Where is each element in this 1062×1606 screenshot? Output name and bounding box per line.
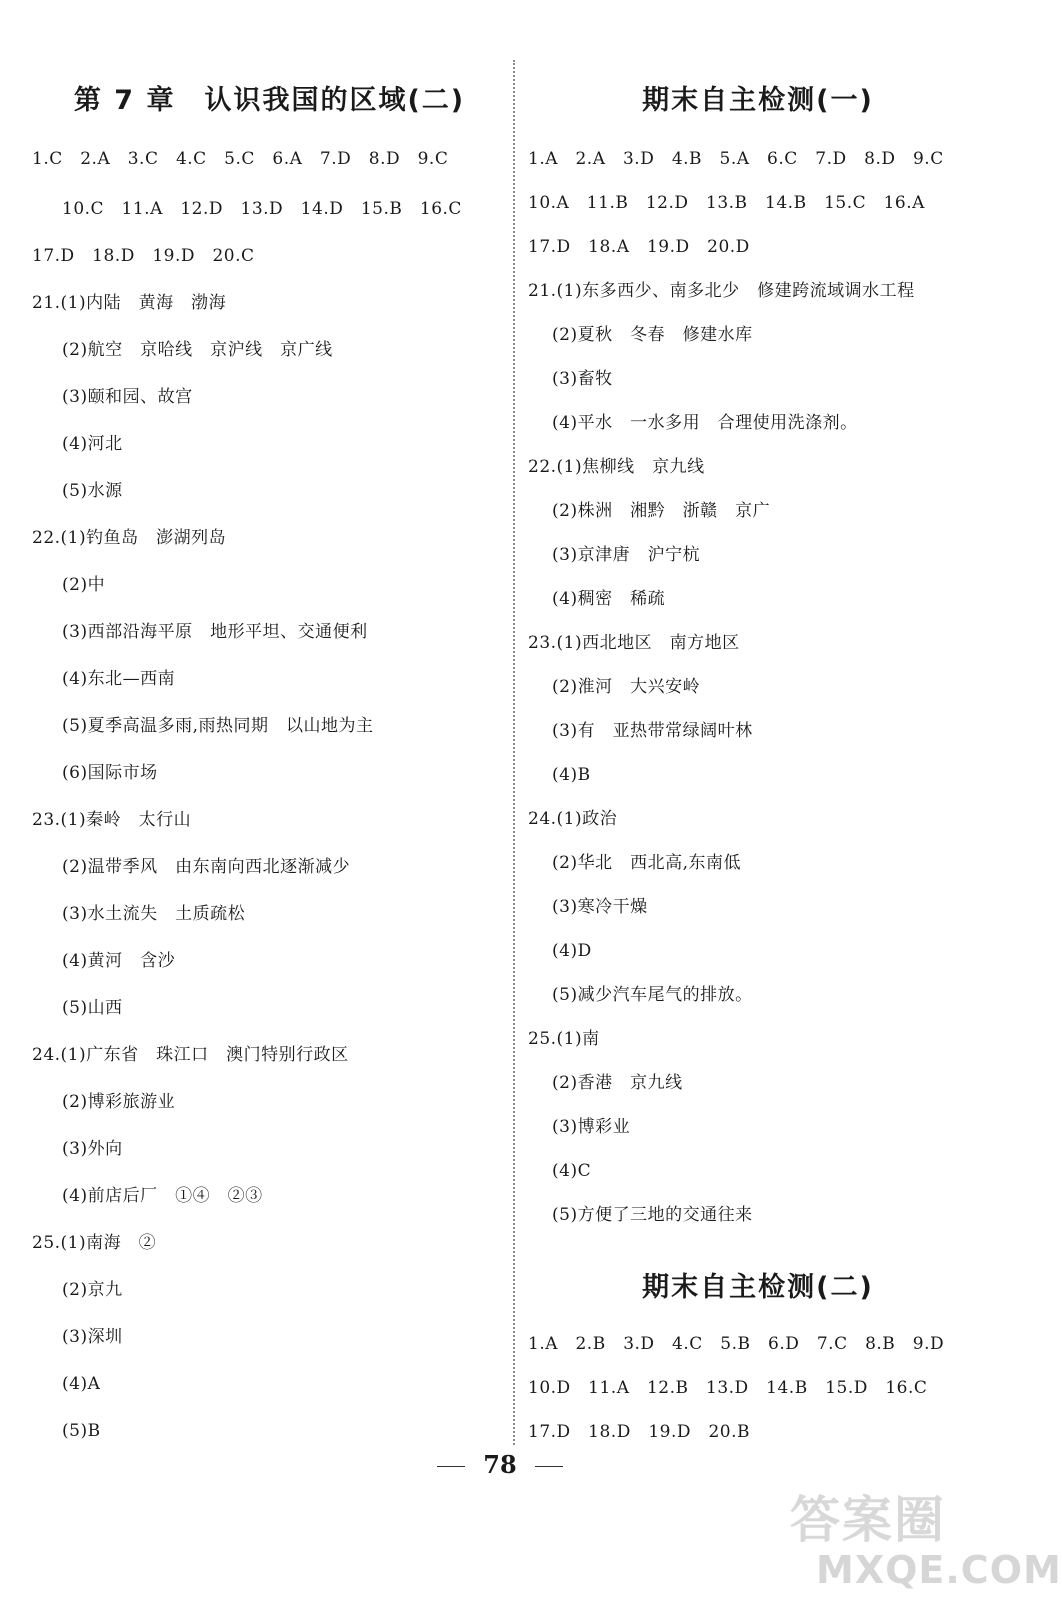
answer-line: (5)山西	[62, 998, 123, 1018]
answer-line: 22.(1)焦柳线 京九线	[528, 457, 705, 477]
watermark-text: MXQE.COM	[816, 1548, 1062, 1592]
answer-line: 24.(1)政治	[528, 809, 618, 829]
answer-line: 25.(1)南	[528, 1029, 600, 1049]
answer-line: (4)A	[62, 1374, 101, 1394]
answer-line: (5)水源	[62, 481, 123, 501]
watermark-seal: 答案圈	[790, 1491, 946, 1549]
answer-line: (4)B	[552, 765, 591, 785]
answer-line: (4)东北—西南	[62, 669, 176, 689]
answer-line: 24.(1)广东省 珠江口 澳门特别行政区	[32, 1045, 349, 1065]
answer-line: (3)畜牧	[552, 369, 613, 389]
answer-line: 17.D 18.A 19.D 20.D	[528, 237, 750, 257]
column-divider	[513, 60, 515, 1445]
answer-line: 17.D 18.D 19.D 20.B	[528, 1422, 751, 1442]
answer-line: (3)寒冷干燥	[552, 897, 648, 917]
answer-line: (4)前店后厂 ①④ ②③	[62, 1186, 263, 1206]
answer-line: (3)京津唐 沪宁杭	[552, 545, 701, 565]
answer-line: (3)博彩业	[552, 1117, 631, 1137]
answer-line: (2)淮河 大兴安岭	[552, 677, 701, 697]
answer-line: (3)外向	[62, 1139, 123, 1159]
answer-line: (3)有 亚热带常绿阔叶林	[552, 721, 753, 741]
chapter-title: 第 7 章 认识我国的区域(二)	[73, 85, 466, 116]
answer-line: 23.(1)秦岭 太行山	[32, 810, 192, 830]
answer-line: (2)航空 京哈线 京沪线 京广线	[62, 340, 333, 360]
answer-line: (5)B	[62, 1421, 101, 1441]
answer-line: (2)中	[62, 575, 106, 595]
answer-line: (5)方便了三地的交通往来	[552, 1205, 753, 1225]
answer-line: (2)温带季风 由东南向西北逐渐减少	[62, 857, 351, 877]
answer-line: 1.A 2.A 3.D 4.B 5.A 6.C 7.D 8.D 9.C	[528, 149, 944, 169]
answer-line: 22.(1)钓鱼岛 澎湖列岛	[32, 528, 227, 548]
answer-line: 21.(1)内陆 黄海 渤海	[32, 293, 227, 313]
answer-line: (3)西部沿海平原 地形平坦、交通便利	[62, 622, 368, 642]
answer-line: 25.(1)南海 ②	[32, 1233, 157, 1253]
answer-line: (4)黄河 含沙	[62, 951, 176, 971]
answer-line: (2)博彩旅游业	[62, 1092, 176, 1112]
answer-line: 10.D 11.A 12.B 13.D 14.B 15.D 16.C	[528, 1378, 928, 1398]
watermark	[790, 1480, 1062, 1600]
answer-line: (4)河北	[62, 434, 123, 454]
answer-line: 1.A 2.B 3.D 4.C 5.B 6.D 7.C 8.B 9.D	[528, 1334, 945, 1354]
answer-line: (2)夏秋 冬春 修建水库	[552, 325, 753, 345]
answer-line: (4)平水 一水多用 合理使用洗涤剂。	[552, 413, 858, 433]
answer-line: (2)京九	[62, 1280, 123, 1300]
footer-dash-right	[535, 1466, 563, 1467]
answer-line: (4)稠密 稀疏	[552, 589, 666, 609]
answer-line: (4)C	[552, 1161, 592, 1181]
answer-line: 1.C 2.A 3.C 4.C 5.C 6.A 7.D 8.D 9.C	[32, 149, 449, 169]
answer-line: 23.(1)西北地区 南方地区	[528, 633, 740, 653]
section-title-final-test-1: 期末自主检测(一)	[642, 85, 874, 116]
answer-line: (2)株洲 湘黔 浙赣 京广	[552, 501, 771, 521]
page-number: 78	[483, 1450, 517, 1479]
page-footer	[0, 1450, 1000, 1479]
answer-line: 10.A 11.B 12.D 13.B 14.B 15.C 16.A	[528, 193, 925, 213]
answer-line: (2)香港 京九线	[552, 1073, 683, 1093]
answer-line: (6)国际市场	[62, 763, 158, 783]
section-title-final-test-2: 期末自主检测(二)	[642, 1272, 874, 1303]
answer-line: 17.D 18.D 19.D 20.C	[32, 246, 255, 266]
answer-line: 10.C 11.A 12.D 13.D 14.D 15.B 16.C	[62, 199, 462, 219]
footer-dash-left	[437, 1466, 465, 1467]
answer-line: (3)水土流失 土质疏松	[62, 904, 246, 924]
answer-line: 21.(1)东多西少、南多北少 修建跨流域调水工程	[528, 281, 915, 301]
answer-line: (5)减少汽车尾气的排放。	[552, 985, 753, 1005]
answer-line: (3)颐和园、故宫	[62, 387, 193, 407]
answer-line: (2)华北 西北高,东南低	[552, 853, 741, 873]
answer-line: (3)深圳	[62, 1327, 123, 1347]
answer-line: (4)D	[552, 941, 592, 961]
answer-line: (5)夏季高温多雨,雨热同期 以山地为主	[62, 716, 374, 736]
